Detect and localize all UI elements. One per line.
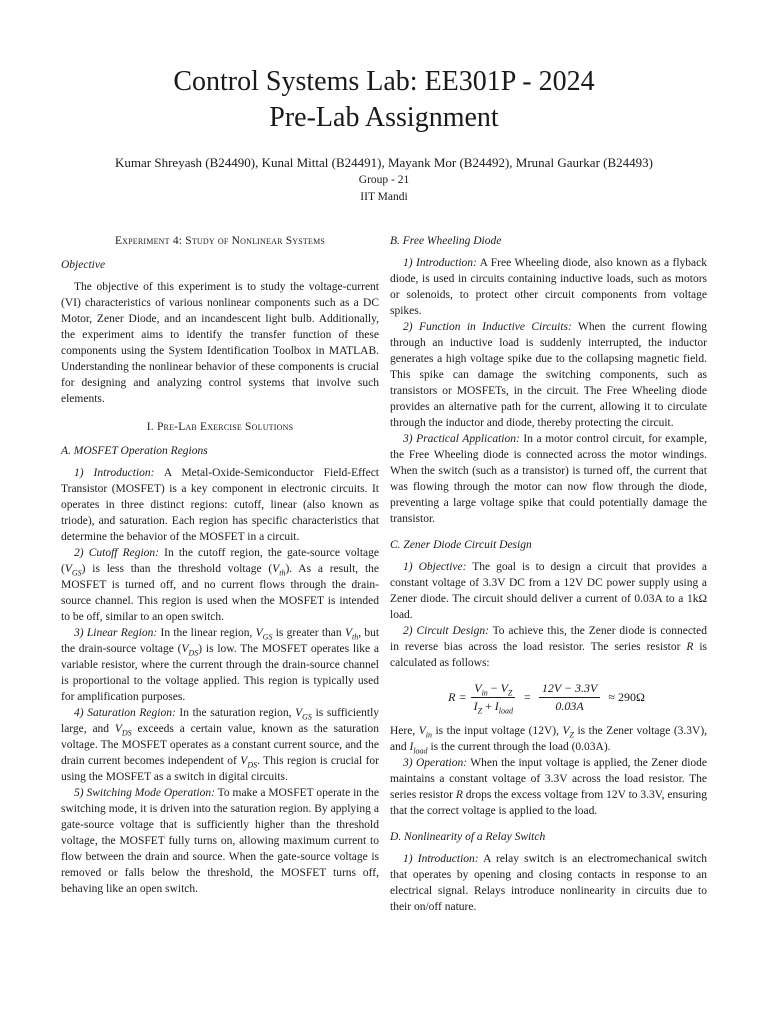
saturation-paragraph [61, 705, 379, 785]
experiment-heading: Experiment 4: Study of Nonlinear Systems [114, 235, 326, 247]
paragraph-text: ) is less than the threshold voltage ( [81, 563, 273, 575]
switching-paragraph [61, 785, 379, 897]
fwd-function-paragraph [390, 319, 707, 431]
paragraph-text: In the saturation region, [179, 707, 292, 719]
paper-title [0, 64, 768, 136]
paragraph-text: exceeds a certain value, known as the saturation voltage. The MOSFET operates as a constant current source, and the drain current becomes independent of [61, 723, 379, 767]
fraction-denominator: $I_Z + I_{load}$ [473, 698, 514, 715]
zener-design-paragraph [390, 623, 707, 671]
objective-heading: Objective [61, 259, 106, 271]
resistor-equation [390, 677, 707, 717]
math-vds: $V_{DS}$ [114, 723, 132, 738]
relay-intro-paragraph [390, 851, 707, 915]
paragraph-text: To make a MOSFET operate in the switching mode, it is driven into the saturation region. By applying a gate-source voltage that is sufficiently higher than the threshold voltage, the MOSFET fully turns on, allowing maximum current to flow between the drain and source. When the gate-source voltage is removed or falls below the threshold, the MOSFET turns off, behaving like an open switch. [61, 787, 380, 895]
paragraph-text: is the input voltage (12V), [435, 725, 559, 737]
paragraph-text: ) is low. The MOSFET operates like a variable resistor, where the current through the drain-source channel is proportional to the voltage applied. This region is typically used for amplification purposes. [61, 643, 379, 703]
title-line-2: Pre-Lab Assignment [269, 102, 499, 133]
paragraph-head: 2) Circuit Design: [403, 625, 489, 637]
subsection-b-heading: B. Free Wheeling Diode [390, 235, 502, 247]
paragraph-text: drops the excess voltage from 12V to 3.3V, ensuring that the correct voltage is applied to the load. [390, 789, 708, 817]
paragraph-text: In the linear region, [160, 627, 253, 639]
math-vz: $V_Z$ [562, 725, 574, 740]
math-vds: $V_{DS}$ [240, 755, 258, 770]
equation-explanation [390, 723, 707, 755]
fraction-denominator: 0.03A [555, 698, 584, 713]
math-vth: $V_{th}$ [344, 627, 359, 642]
fraction-numerator: $V_{in} - V_Z$ [471, 681, 515, 698]
fraction-numerator: 12V − 3.3V [539, 681, 601, 698]
paragraph-head: 4) Saturation Region: [74, 707, 176, 719]
paragraph-head: 3) Linear Region: [74, 627, 158, 639]
title-line-1: Control Systems Lab: EE301P - 2024 [173, 66, 595, 97]
paragraph-text: To achieve this, the Zener diode is connected in reverse bias across the load resistor. The series resistor [390, 625, 707, 653]
paragraph-text: is greater than [275, 627, 342, 639]
paragraph-text: is the Zener voltage (3.3V), and [390, 725, 708, 753]
author-list: Kumar Shreyash (B24490), Kunal Mittal (B24491), Mayank Mor (B24492), Mrunal Gaurkar (B24493) [115, 155, 653, 170]
right-column [390, 233, 707, 915]
equation-fraction-2 [539, 681, 601, 714]
zener-objective-paragraph [390, 559, 707, 623]
paragraph-text: A Metal-Oxide-Semiconductor Field-Effect Transistor (MOSFET) is a key component in electronic circuits. It operates in three distinct regions: cutoff, linear (also known as triode), and saturation. Each region has specific characteristics that determine the behavior of the MOSFET in a circuit. [61, 467, 379, 543]
math-r: R [686, 641, 694, 653]
math-r: R [455, 789, 463, 801]
math-vds: $V_{DS}$ [181, 643, 199, 658]
paragraph-text: A relay switch is an electromechanical switch that operates by opening and closing contacts in response to an electrical signal. Relays introduce nonlinearity in circuits due to their on/off nature. [390, 853, 707, 913]
left-column [61, 233, 379, 897]
paragraph-head: 5) Switching Mode Operation: [74, 787, 215, 799]
paragraph-text: When the current flowing through an inductive load is suddenly interrupted, the inductor generates a high voltage spike due to the collapsing magnetic field. This spike can damage the switching components, such as transistors or MOSFETs, in the circuit. The Free Wheeling diode provides an alternative path for the current, allowing it to circulate through the inductor and diode, thereby protecting the circuit. [390, 321, 708, 429]
equals-sign: = [524, 689, 531, 704]
subsection-d-heading: D. Nonlinearity of a Relay Switch [390, 831, 546, 843]
paragraph-text: Here, [390, 725, 416, 737]
section-heading: I. Pre-Lab Exercise Solutions [146, 421, 294, 433]
institute-label: IIT Mandi [360, 191, 408, 203]
equation-lhs: R = [448, 689, 467, 704]
cutoff-paragraph [61, 545, 379, 625]
math-vgs: $V_{GS}$ [255, 627, 273, 642]
paragraph-text: A Free Wheeling diode, also known as a flyback diode, is used in circuits containing inductive loads, such as motors or solenoids, to protect other circuit components from voltage spikes. [390, 257, 707, 317]
paragraph-head: 1) Introduction: [403, 257, 477, 269]
paragraph-text: . This region is crucial for using the MOSFET as a switch in digital circuits. [61, 755, 380, 783]
paragraph-head: 3) Practical Application: [403, 433, 520, 445]
paragraph-head: 1) Objective: [403, 561, 467, 573]
equation-result: ≈ 290Ω [608, 689, 645, 704]
paragraph-head: 2) Cutoff Region: [74, 547, 160, 559]
group-label: Group - 21 [358, 174, 410, 186]
paragraph-head: 2) Function in Inductive Circuits: [403, 321, 572, 333]
paragraph-text: is calculated as follows: [390, 641, 708, 669]
subsection-a-heading: A. MOSFET Operation Regions [61, 445, 208, 457]
math-iload: $I_{load}$ [409, 741, 428, 756]
objective-paragraph: The objective of this experiment is to study the voltage-current (VI) characteristics of various nonlinear components such as a DC Motor, Zener Diode, and an incandescent light bulb. Additionally, the experiment aims to identify the transfer function of these components using the System Identification Toolbox in MATLAB. Understanding the nonlinear behavior of these components is crucial for designing and analyzing control systems that involve such elements. [61, 281, 379, 405]
paragraph-text: ). As a result, the MOSFET is turned off, and no current flows through the drain-source channel. This region is used when the MOSFET is intended to be off, similar to an open switch. [61, 563, 379, 623]
subsection-c-heading: C. Zener Diode Circuit Design [390, 539, 532, 551]
paragraph-head: 1) Introduction: [403, 853, 479, 865]
equation-fraction-1 [471, 681, 516, 714]
paragraph-head: 3) Operation: [403, 757, 468, 769]
paragraph-text: is sufficiently large, and [61, 707, 380, 735]
mosfet-intro-paragraph [61, 465, 379, 545]
paragraph-head: 1) Introduction: [74, 467, 155, 479]
paragraph-text: , but the drain-source voltage ( [61, 627, 380, 655]
linear-paragraph [61, 625, 379, 705]
paragraph-text: is the current through the load (0.03A). [430, 741, 611, 753]
math-vin: $V_{in}$ [418, 725, 432, 740]
paragraph-text: When the input voltage is applied, the Zener diode maintains a constant voltage of 3.3V across the load resistor. The series resistor [390, 757, 707, 801]
fwd-intro-paragraph [390, 255, 707, 319]
paragraph-text: In a motor control circuit, for example, the Free Wheeling diode is connected across the motor windings. When the switch (such as a transistor) is turned off, the current that was flowing through the motor can now flow through the diode, preventing a large voltage spike that could potentially damage the transistor. [390, 433, 708, 525]
fwd-application-paragraph [390, 431, 707, 527]
math-vgs: $V_{GS}$ [64, 563, 82, 578]
math-vgs: $V_{GS}$ [295, 707, 312, 722]
paragraph-text: In the cutoff region, the gate-source voltage ( [61, 547, 379, 575]
math-vth: $V_{th}$ [272, 563, 286, 578]
zener-operation-paragraph [390, 755, 707, 819]
paragraph-text: The goal is to design a circuit that provides a constant voltage of 3.3V DC from a 12V DC power supply using a Zener diode. The circuit should deliver a current of 0.03A to a 1kΩ load. [390, 561, 708, 621]
